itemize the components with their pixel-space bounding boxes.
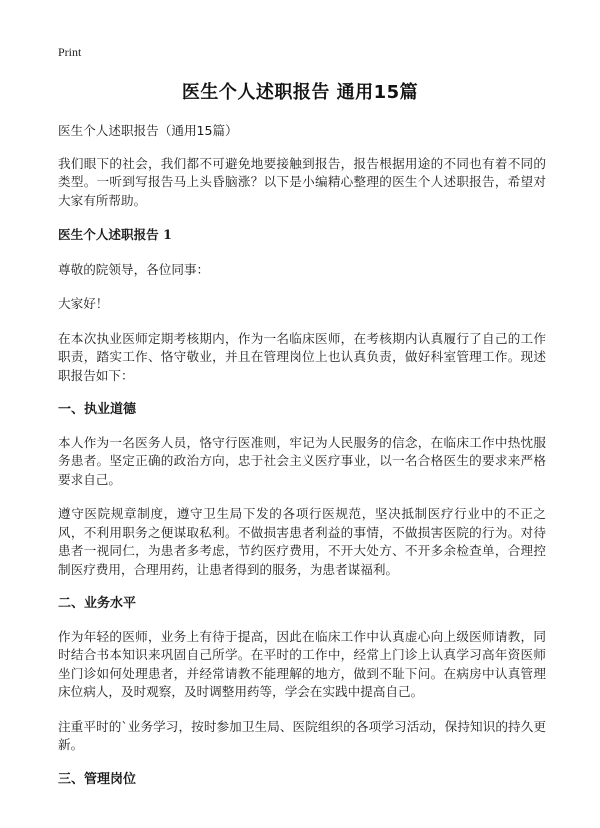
skills-paragraph-1: 作为年轻的医师，业务上有待于提高，因此在临床工作中认真虚心向上级医师请教，同时结合书本知识来巩固自己所学。在平时的工作中，经常上门诊上认真学习高年资医师坐门诊如何处理患者，并经常请教不能理解的地方，做到不耻下问。在病房中认真管理床位病人，及时观察，及时调整用药等，学会在实践中提高自己。 bbox=[58, 628, 546, 699]
opening-paragraph: 在本次执业医师定期考核期内，作为一名临床医师，在考核期内认真履行了自己的工作职责，踏实工作、恪守敬业，并且在管理岗位上也认真负责，做好科室管理工作。现述职报告如下： bbox=[58, 330, 546, 383]
document-subtitle: 医生个人述职报告（通用15篇） bbox=[58, 123, 238, 138]
section-heading-ethics: 一、执业道德 bbox=[58, 402, 137, 417]
ethics-paragraph-1: 本人作为一名医务人员，恪守行医准则，牢记为人民服务的信念，在临床工作中热忱服务患者。坚定正确的政治方向，忠于社会主义医疗事业，以一名合格医生的要求来严格要求自己。 bbox=[58, 434, 546, 487]
section-heading-management: 三、管理岗位 bbox=[58, 771, 137, 787]
intro-paragraph: 我们眼下的社会，我们都不可避免地要接触到报告，报告根据用途的不同也有着不同的类型。一听到写报告马上头昏脑涨？以下是小编精心整理的医生个人述职报告，希望对大家有所帮助。 bbox=[58, 155, 546, 208]
print-link[interactable]: Print bbox=[58, 45, 82, 59]
report-heading: 医生个人述职报告 1 bbox=[58, 227, 172, 242]
section-heading-skills: 二、业务水平 bbox=[58, 596, 137, 611]
skills-paragraph-2: 注重平时的`业务学习，按时参加卫生局、医院组织的各项学习活动，保持知识的持久更新。 bbox=[58, 718, 546, 752]
salutation: 尊敬的院领导，各位同事： bbox=[58, 261, 210, 277]
greeting: 大家好！ bbox=[58, 296, 109, 311]
ethics-paragraph-2: 遵守医院规章制度，遵守卫生局下发的各项行医规范，坚决抵制医疗行业中的不正之风，不利用职务之便谋取私利。不做损害患者利益的事情，不做损害医院的行为。对待患者一视同仁，为患者多考虑，节约医疗费用，不开大处方、不开多余检查单，合理控制医疗费用，合理用药，让患者得到的服务，为患者谋福利。 bbox=[58, 506, 546, 577]
page-title: 医生个人述职报告 通用15篇 bbox=[181, 82, 419, 103]
document-body bbox=[58, 122, 546, 803]
